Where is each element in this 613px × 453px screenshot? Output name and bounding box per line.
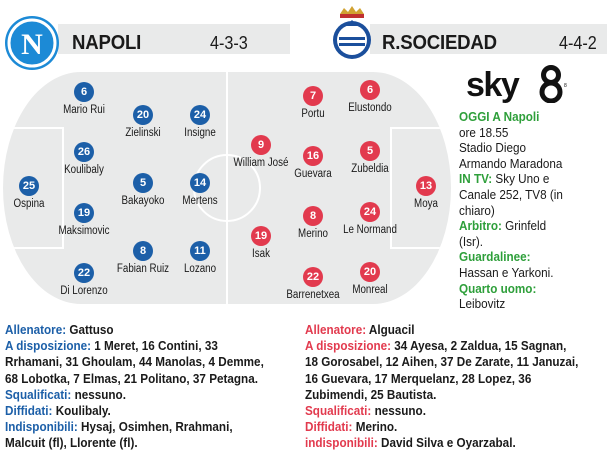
info-line <box>459 234 596 250</box>
info-label: Allenatore: <box>5 322 67 337</box>
info-label: Squalificati: <box>5 386 72 402</box>
player-number: 7 <box>303 86 323 106</box>
info-text: 16 Guevara, 17 Merquelanz, 28 Lopez, 36 <box>305 370 532 386</box>
info-line <box>459 281 596 297</box>
away-team-name: R.SOCIEDAD <box>382 32 497 54</box>
player-name: Moya <box>414 198 438 210</box>
player-number: 9 <box>251 135 271 155</box>
player-number: 6 <box>74 82 94 102</box>
info-text: Malcuit (fl), Llorente (fl). <box>5 435 138 451</box>
napoli-logo-icon <box>3 14 61 72</box>
info-text: Hassan e Yarkoni. <box>459 264 554 280</box>
info-label: Guardalinee: <box>459 249 531 265</box>
player-name: Maksimovic <box>58 225 110 237</box>
info-label: Indisponibili: <box>5 419 78 435</box>
info-label: Squalificati: <box>305 403 372 419</box>
info-line <box>459 140 596 156</box>
info-line <box>305 322 573 338</box>
player-number: 5 <box>360 141 380 161</box>
player-name: Fabian Ruiz <box>116 263 170 275</box>
away-team-module: 4-4-2 <box>559 33 597 53</box>
player-number: 8 <box>303 206 323 226</box>
player-name: Elustondo <box>348 102 392 114</box>
player-number: 24 <box>360 202 380 222</box>
player-name: Zubeldia <box>351 163 389 175</box>
info-text: Merino. <box>352 419 398 435</box>
info-text: (Isr). <box>459 233 484 249</box>
player-number: 19 <box>74 203 94 223</box>
pitch <box>3 72 451 304</box>
info-line <box>305 435 573 451</box>
info-line <box>459 187 596 203</box>
player-name: Merino <box>298 228 328 240</box>
info-text: Sky Uno e <box>492 171 550 187</box>
player-number: 16 <box>303 146 323 166</box>
home-team-name: NAPOLI <box>72 32 142 54</box>
player-name: Ospina <box>13 198 45 210</box>
info-line <box>5 387 265 403</box>
info-line <box>5 403 265 419</box>
tv8-logo-icon <box>534 65 568 103</box>
player-name: Di Lorenzo <box>60 285 108 297</box>
player-name: Bakayoko <box>121 195 165 207</box>
match-info <box>459 109 611 312</box>
info-label: A disposizione: <box>305 338 392 354</box>
player-number: 22 <box>74 263 94 283</box>
info-line <box>305 403 573 419</box>
player-name: Portu <box>301 108 325 120</box>
info-line <box>459 156 596 172</box>
player-name: Le Normand <box>343 224 397 236</box>
player-number: 14 <box>190 173 210 193</box>
info-text: nessuno. <box>371 403 426 419</box>
info-text: Zubimendi, 25 Bautista. <box>305 386 437 402</box>
info-line <box>305 338 573 354</box>
info-line <box>5 338 265 354</box>
info-text: chiaro) <box>459 202 495 218</box>
player-name: Mertens <box>182 195 218 207</box>
real-sociedad-logo-icon <box>331 4 373 60</box>
sociedad-info-block <box>305 322 610 452</box>
player-number: 20 <box>133 105 153 125</box>
player-number: 5 <box>133 173 153 193</box>
player-number: 19 <box>251 226 271 246</box>
home-team-module: 4-3-3 <box>210 33 248 53</box>
svg-text:N: N <box>21 28 43 61</box>
info-text: nessuno. <box>71 386 126 402</box>
info-text: Hysaj, Osimhen, Rrahmani, <box>77 419 233 435</box>
info-label: Quarto uomo: <box>459 280 537 296</box>
info-line <box>459 218 596 234</box>
info-text: Stadio Diego <box>459 140 527 156</box>
player-number: 26 <box>74 142 94 162</box>
info-line <box>305 354 579 370</box>
info-text: Canale 252, TV8 (in <box>459 186 563 202</box>
info-line <box>459 109 596 125</box>
info-label: IN TV: <box>459 171 493 187</box>
info-label: indisponibili: <box>305 435 378 451</box>
info-text: Gattuso <box>66 322 114 337</box>
info-label: Diffidati: <box>5 403 53 419</box>
player-number: 22 <box>303 267 323 287</box>
info-line <box>459 265 596 281</box>
player-name: Insigne <box>184 127 216 139</box>
info-label: A disposizione: <box>5 338 92 354</box>
info-text: 68 Lobotka, 7 Elmas, 21 Politano, 37 Petagna. <box>5 370 258 386</box>
player-name: Isak <box>252 248 270 260</box>
info-line <box>5 371 265 387</box>
info-text: Alguacil <box>366 322 415 337</box>
player-number: 20 <box>360 262 380 282</box>
info-label: Allenatore: <box>305 322 367 337</box>
info-line <box>305 387 573 403</box>
player-number: 13 <box>416 176 436 196</box>
player-number: 6 <box>360 80 380 100</box>
sky-logo: sky <box>466 66 519 104</box>
player-name: Koulibaly <box>64 164 104 176</box>
player-number: 25 <box>19 176 39 196</box>
info-text: 18 Gorosabel, 12 Aihen, 37 De Zarate, 11 Januzai, <box>305 354 579 370</box>
info-text: 1 Meret, 16 Contini, 33 <box>91 338 218 354</box>
info-text: 34 Ayesa, 2 Zaldua, 15 Sagnan, <box>391 338 567 354</box>
info-line <box>459 171 596 187</box>
info-line <box>5 419 265 435</box>
tv-channel: 8 <box>564 83 567 89</box>
info-label: OGGI A Napoli <box>459 109 540 124</box>
info-line <box>459 125 596 141</box>
info-line <box>305 419 573 435</box>
player-name: Barrenetxea <box>286 289 340 301</box>
info-text: Koulibaly. <box>52 403 111 419</box>
info-text: Leibovitz <box>459 296 506 312</box>
info-line <box>5 354 265 370</box>
player-name: Zielinski <box>125 127 161 139</box>
info-line <box>5 322 265 338</box>
napoli-info-block <box>5 322 300 452</box>
player-number: 8 <box>133 241 153 261</box>
player-name: William José <box>233 157 289 169</box>
info-line <box>459 203 596 219</box>
player-number: 24 <box>190 105 210 125</box>
info-text: Grinfeld <box>501 218 547 234</box>
info-label: Diffidati: <box>305 419 353 435</box>
info-text: Armando Maradona <box>459 155 563 171</box>
info-text: David Silva e Oyarzabal. <box>377 435 516 451</box>
info-line <box>5 435 265 451</box>
player-number: 11 <box>190 241 210 261</box>
info-text: Rrhamani, 31 Ghoulam, 44 Manolas, 4 Demme, <box>5 354 264 370</box>
player-name: Mario Rui <box>63 104 105 116</box>
info-line <box>305 371 573 387</box>
player-name: Lozano <box>183 263 217 275</box>
info-label: Arbitro: <box>459 218 502 234</box>
player-name: Guevara <box>294 168 332 180</box>
info-text: ore 18.55 <box>459 124 509 140</box>
info-line <box>459 249 596 265</box>
player-name: Monreal <box>352 284 388 296</box>
info-line <box>459 296 596 312</box>
